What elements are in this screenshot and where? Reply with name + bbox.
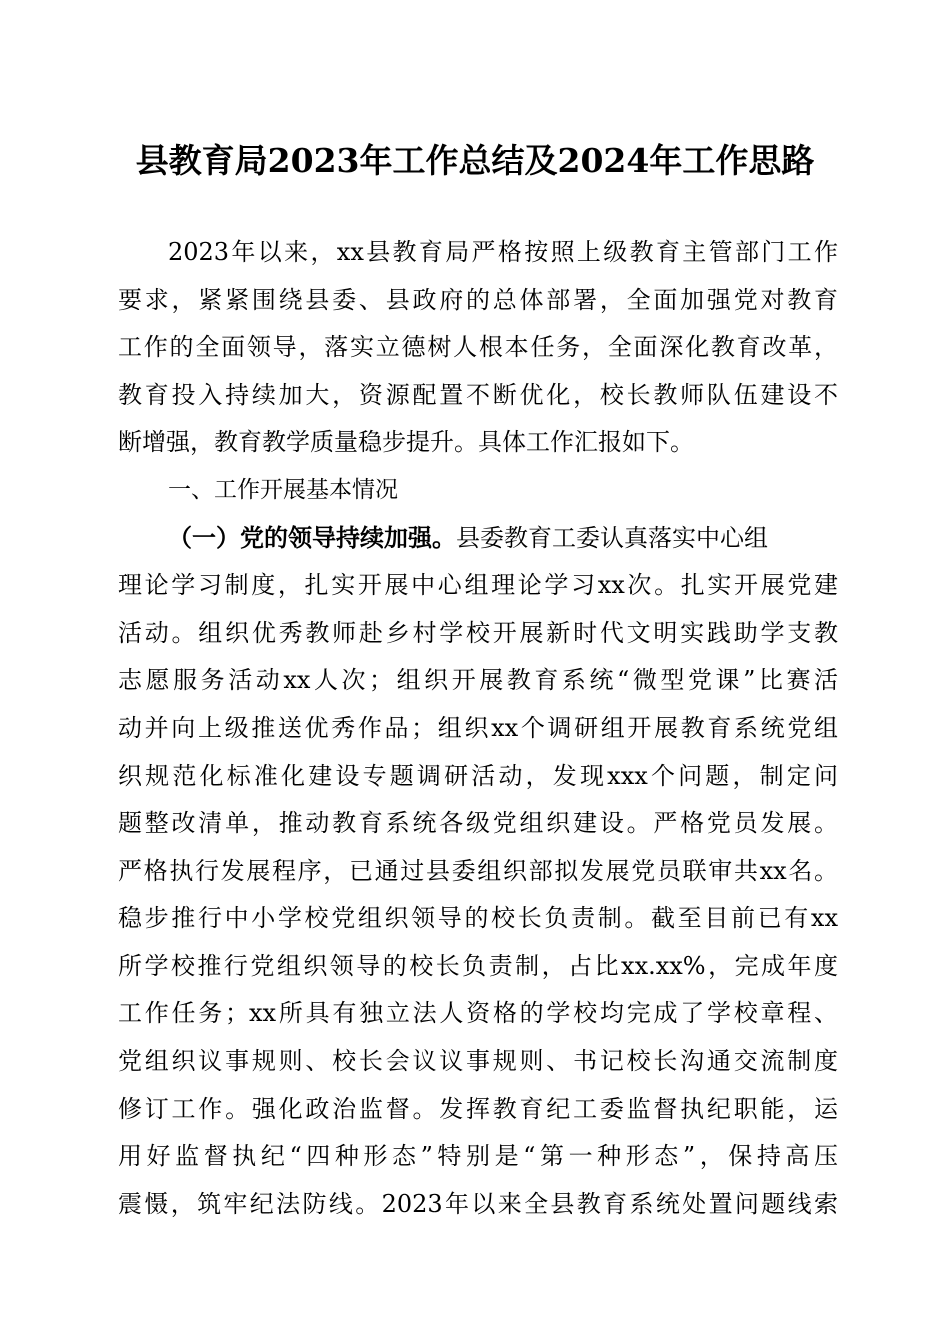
section-heading: 一、工作开展基本情况 bbox=[168, 477, 398, 503]
subsection-text: 县委教育工委认真落实中心组 bbox=[456, 524, 768, 552]
body-line: 活动。组织优秀教师赴乡村学校开展新时代文明实践助学支教 bbox=[118, 619, 838, 647]
intro-paragraph-line: 工作的全面领导，落实立德树人根本任务，全面深化教育改革， bbox=[118, 333, 838, 361]
body-line: 织规范化标准化建设专题调研活动，发现xxx个问题，制定问 bbox=[118, 762, 838, 790]
subsection-first-line bbox=[168, 522, 838, 554]
body-line: 动并向上级推送优秀作品；组织xx个调研组开展教育系统党组 bbox=[118, 714, 838, 742]
document-title: 县教育局2023年工作总结及2024年工作思路 bbox=[135, 141, 815, 180]
body-line: 震慑，筑牢纪法防线。2023年以来全县教育系统处置问题线索 bbox=[118, 1190, 838, 1218]
body-line: 志愿服务活动xx人次；组织开展教育系统“微型党课”比赛活 bbox=[118, 666, 838, 694]
subsection-heading: （一）党的领导持续加强。 bbox=[168, 523, 456, 552]
body-line: 题整改清单，推动教育系统各级党组织建设。严格党员发展。 bbox=[118, 809, 838, 837]
body-line: 理论学习制度，扎实开展中心组理论学习xx次。扎实开展党建 bbox=[118, 571, 838, 599]
body-line: 严格执行发展程序，已通过县委组织部拟发展党员联审共xx名。 bbox=[118, 857, 838, 885]
body-line: 工作任务；xx所具有独立法人资格的学校均完成了学校章程、 bbox=[118, 999, 838, 1027]
body-line: 用好监督执纪“四种形态”特别是“第一种形态”，保持高压 bbox=[118, 1142, 838, 1170]
body-line: 所学校推行党组织领导的校长负责制，占比xx.xx%，完成年度 bbox=[118, 952, 838, 980]
intro-paragraph-line: 断增强，教育教学质量稳步提升。具体工作汇报如下。 bbox=[118, 428, 694, 456]
body-line: 修订工作。强化政治监督。发挥教育纪工委监督执纪职能，运 bbox=[118, 1095, 838, 1123]
intro-paragraph-line: 要求，紧紧围绕县委、县政府的总体部署，全面加强党对教育 bbox=[118, 286, 838, 314]
intro-paragraph-line: 教育投入持续加大，资源配置不断优化，校长教师队伍建设不 bbox=[118, 381, 838, 409]
intro-paragraph-line: 2023年以来，xx县教育局严格按照上级教育主管部门工作 bbox=[168, 238, 838, 266]
body-line: 党组织议事规则、校长会议议事规则、书记校长沟通交流制度 bbox=[118, 1047, 838, 1075]
body-line: 稳步推行中小学校党组织领导的校长负责制。截至目前已有xx bbox=[118, 904, 838, 932]
